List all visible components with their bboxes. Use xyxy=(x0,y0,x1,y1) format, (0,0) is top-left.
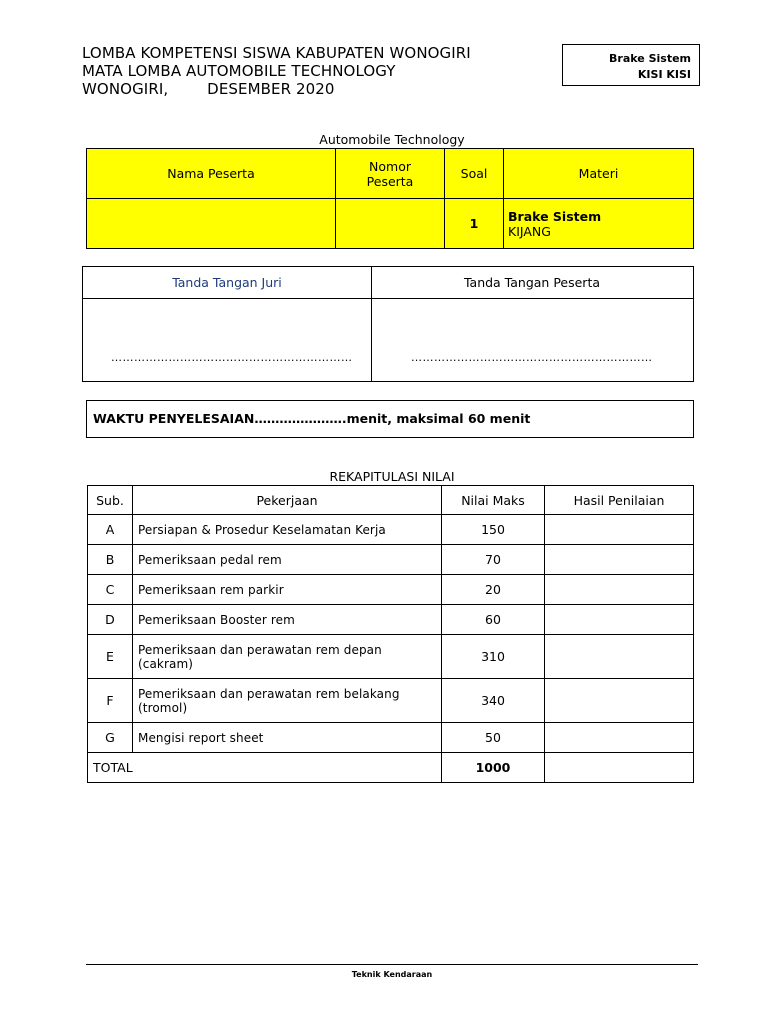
cell-pekerjaan: Mengisi report sheet xyxy=(133,723,442,753)
cell-hasil[interactable] xyxy=(545,679,694,723)
document-header xyxy=(82,44,471,98)
signature-box xyxy=(82,266,694,382)
header-line-1: LOMBA KOMPETENSI SISWA KABUPATEN WONOGIRI xyxy=(82,44,471,62)
table-row xyxy=(88,679,694,723)
pekerjaan-line-1: Pemeriksaan dan perawatan rem belakang xyxy=(138,686,400,701)
materi-line-2: KIJANG xyxy=(508,223,551,239)
cell-hasil[interactable] xyxy=(545,605,694,635)
header-nomor-peserta xyxy=(336,149,445,199)
cell-hasil[interactable] xyxy=(545,545,694,575)
cell-sub: G xyxy=(88,723,133,753)
signature-peserta-label: Tanda Tangan Peserta xyxy=(463,275,601,290)
cell-sub: B xyxy=(88,545,133,575)
section-title: Automobile Technology xyxy=(319,132,465,147)
cell-materi xyxy=(504,199,694,249)
cell-sub: E xyxy=(88,635,133,679)
header-line-2: MATA LOMBA AUTOMOBILE TECHNOLOGY xyxy=(82,62,396,80)
topic-box xyxy=(562,44,700,86)
cell-hasil[interactable] xyxy=(545,515,694,545)
cell-nilai: 70 xyxy=(442,545,545,575)
pekerjaan-line-2: (tromol) xyxy=(138,700,188,715)
header-nilai-maks: Nilai Maks xyxy=(442,486,545,515)
cell-pekerjaan xyxy=(133,679,442,723)
table-row xyxy=(88,545,694,575)
cell-pekerjaan: Pemeriksaan rem parkir xyxy=(133,575,442,605)
header-nomor-line-2: Peserta xyxy=(366,173,414,189)
cell-hasil[interactable] xyxy=(545,723,694,753)
header-hasil-penilaian: Hasil Penilaian xyxy=(545,486,694,515)
recap-title: REKAPITULASI NILAI xyxy=(329,469,455,484)
cell-sub: D xyxy=(88,605,133,635)
total-value: 1000 xyxy=(442,753,545,783)
table-row xyxy=(88,575,694,605)
signature-juri-label: Tanda Tangan Juri xyxy=(172,275,282,290)
signature-peserta-line[interactable]: ……………………………………………………… xyxy=(411,351,653,364)
footer-divider xyxy=(86,964,698,965)
signature-juri-line[interactable]: ……………………………………………………… xyxy=(111,351,353,364)
table-row xyxy=(88,635,694,679)
total-hasil[interactable] xyxy=(545,753,694,783)
table-row xyxy=(88,723,694,753)
cell-sub: F xyxy=(88,679,133,723)
cell-nilai: 60 xyxy=(442,605,545,635)
cell-hasil[interactable] xyxy=(545,575,694,605)
footer-text: Teknik Kendaraan xyxy=(351,970,433,979)
table-row xyxy=(88,605,694,635)
participant-table xyxy=(86,148,694,249)
pekerjaan-line-2: (cakram) xyxy=(138,656,194,671)
cell-nomor-peserta[interactable] xyxy=(336,199,445,249)
total-label: TOTAL xyxy=(88,753,442,783)
header-sub: Sub. xyxy=(88,486,133,515)
cell-pekerjaan: Persiapan & Prosedur Keselamatan Kerja xyxy=(133,515,442,545)
cell-pekerjaan: Pemeriksaan Booster rem xyxy=(133,605,442,635)
cell-pekerjaan: Pemeriksaan pedal rem xyxy=(133,545,442,575)
recap-table xyxy=(87,485,694,783)
cell-nilai: 340 xyxy=(442,679,545,723)
completion-time-box: WAKTU PENYELESAIAN………………….menit, maksimal 60 menit xyxy=(86,400,694,438)
cell-sub: A xyxy=(88,515,133,545)
header-soal: Soal xyxy=(445,149,504,199)
cell-nilai: 50 xyxy=(442,723,545,753)
pekerjaan-line-1: Pemeriksaan dan perawatan rem depan xyxy=(138,642,382,657)
cell-sub: C xyxy=(88,575,133,605)
topic-box-line-2: KISI KISI xyxy=(637,68,691,81)
header-materi: Materi xyxy=(504,149,694,199)
cell-pekerjaan xyxy=(133,635,442,679)
topic-box-line-1: Brake Sistem xyxy=(609,52,691,65)
header-nama-peserta: Nama Peserta xyxy=(87,149,336,199)
cell-nilai: 310 xyxy=(442,635,545,679)
header-nomor-line-1: Nomor xyxy=(369,158,411,174)
table-row xyxy=(88,515,694,545)
materi-line-1: Brake Sistem xyxy=(508,208,602,224)
cell-soal: 1 xyxy=(445,199,504,249)
signature-header-line xyxy=(83,298,693,299)
cell-nilai: 150 xyxy=(442,515,545,545)
total-row xyxy=(88,753,694,783)
cell-nilai: 20 xyxy=(442,575,545,605)
cell-hasil[interactable] xyxy=(545,635,694,679)
cell-nama-peserta[interactable] xyxy=(87,199,336,249)
header-line-3: WONOGIRI, DESEMBER 2020 xyxy=(82,80,335,98)
header-pekerjaan: Pekerjaan xyxy=(133,486,442,515)
